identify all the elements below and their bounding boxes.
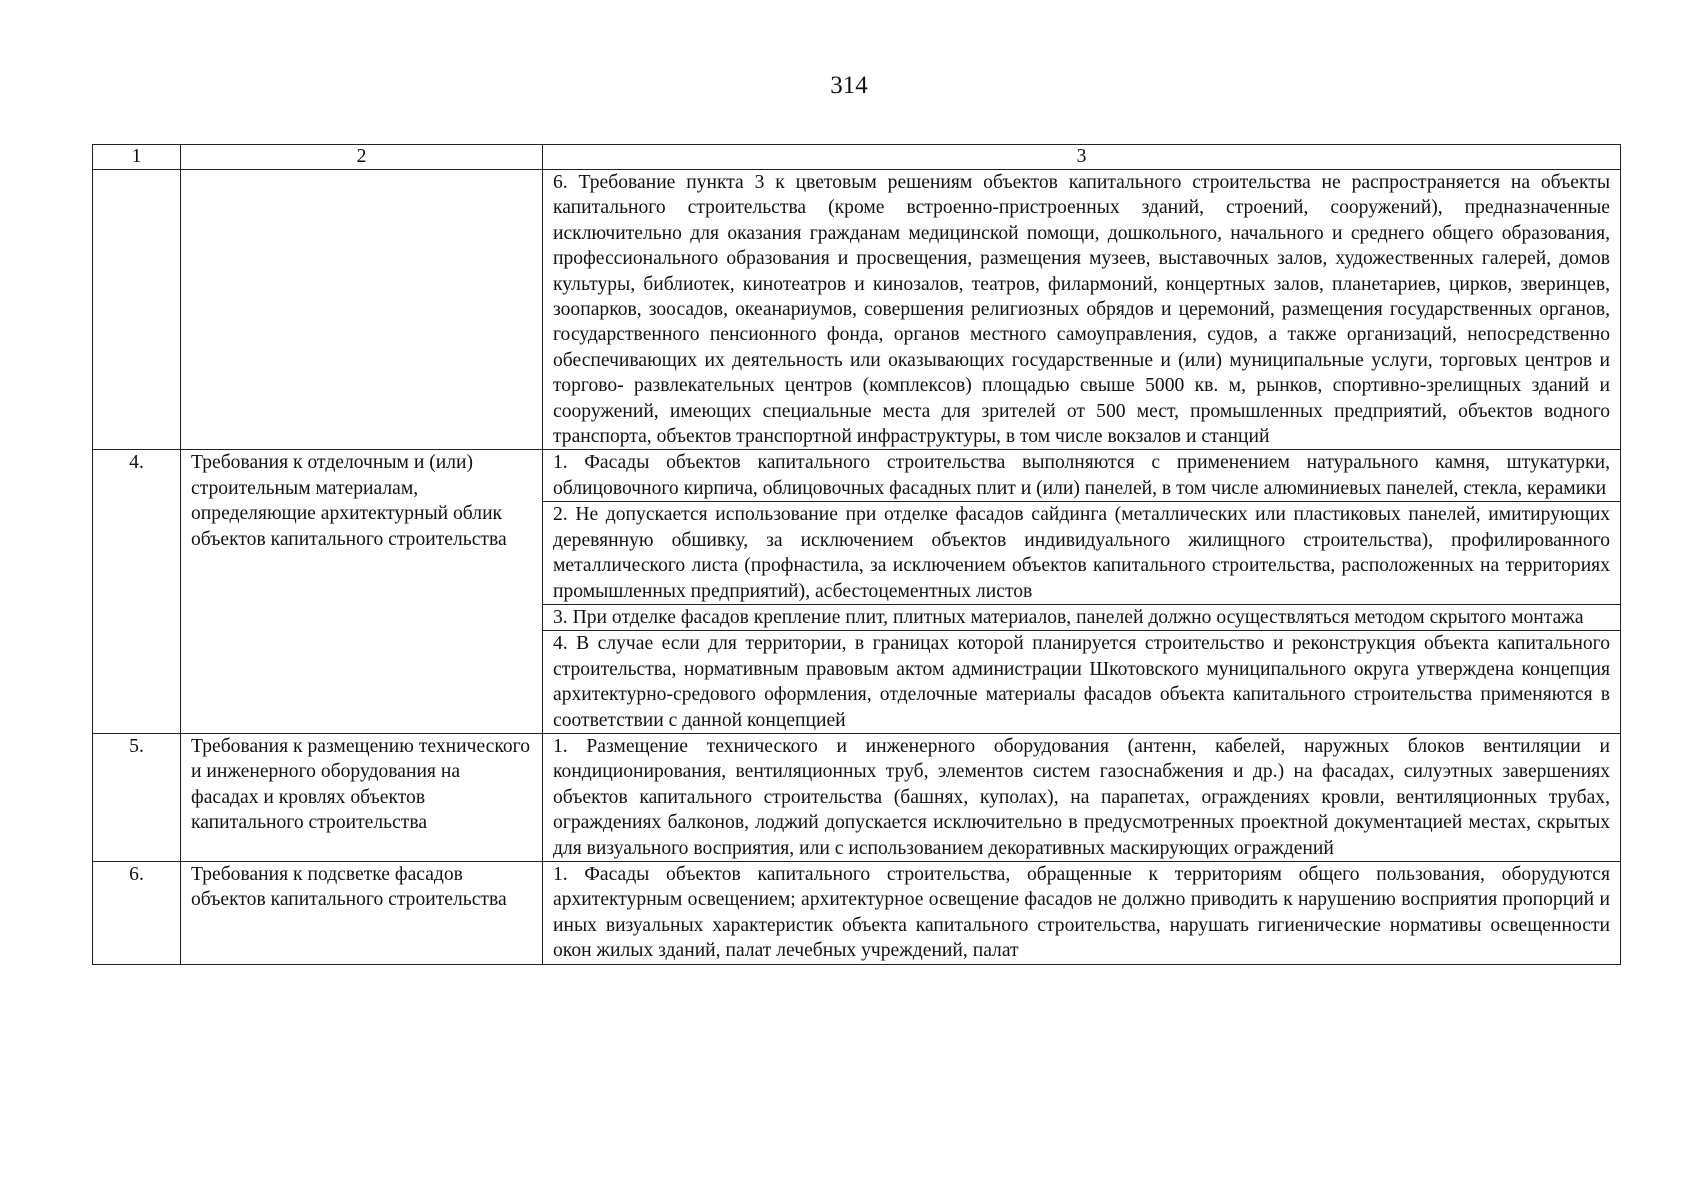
table-row-continuation (93, 170, 1621, 450)
requirement-4-item-4: 4. В случае если для территории, в границах которой планируется строительство и реконструкция объекта капитального строительства, нормативным правовым актом администрации Шкотовского муниципального округа утверждена концепция архитектурно-средового оформления, отделочные материалы фасадов объекта капитального строительства применяются в соответствии с данной концепцией (543, 631, 1621, 734)
column-header-3: 3 (543, 145, 1621, 170)
requirement-5: Требования к размещению технического и инженерного оборудования на фасадах и кровлях объектов капитального строительства (181, 733, 543, 861)
column-header-2: 2 (181, 145, 543, 170)
requirement-6: Требования к подсветке фасадов объектов капитального строительства (181, 861, 543, 964)
requirement-cell (181, 170, 543, 450)
requirement-6-item-1: 1. Фасады объектов капитального строительства, обращенные к территориям общего пользования, оборудуются архитектурным освещением; архитектурное освещение фасадов не должно приводить к нарушению восприятия пропорций и иных визуальных характеристик объекта капитального строительства, нарушать гигиенические нормативы освещенности окон жилых зданий, палат лечебных учреждений, палат (543, 861, 1621, 964)
requirement-5-item-1: 1. Размещение технического и инженерного оборудования (антенн, кабелей, наружных блоков вентиляции и кондиционирования, вентиляционных труб, элементов систем газоснабжения и др.) на фасадах, силуэтных завершениях объектов капитального строительства (башнях, куполах), на парапетах, ограждениях кровли, вентиляционных трубах, ограждениях балконов, лоджий допускается исключительно в предусмотренных проектной документацией местах, скрытых для визуального восприятия, или с использованием декоративных маскирующих ограждений (543, 733, 1621, 861)
row-number-4: 4. (93, 450, 181, 733)
table-header-row (93, 145, 1621, 170)
table-row-5 (93, 733, 1621, 861)
requirement-4: Требования к отделочным и (или) строительным материалам, определяющие архитектурный облик объектов капитального строительства (181, 450, 543, 733)
table-row-6 (93, 861, 1621, 964)
requirement-4-item-2: 2. Не допускается использование при отделке фасадов сайдинга (металлических или пластиковых панелей, имитирующих деревянную обшивку, за исключением объектов индивидуального жилищного строительства), профилированного металлического листа (профнастила, за исключением объектов капитального строительства, расположенных на территориях промышленных предприятий), асбестоцементных листов (543, 502, 1621, 605)
row-number-6: 6. (93, 861, 181, 964)
requirement-4-item-1: 1. Фасады объектов капитального строительства выполняются с применением натурального камня, штукатурки, облицовочного кирпича, облицовочных фасадных плит и (или) панелей, в том числе алюминиевых панелей, стекла, керамики (543, 450, 1621, 502)
requirements-table (92, 144, 1621, 965)
table-row-4 (93, 450, 1621, 502)
continuation-text: 6. Требование пункта 3 к цветовым решениям объектов капитального строительства не распространяется на объекты капитального строительства (кроме встроенно-пристроенных зданий, строений, сооружений), предназначенные исключительно для оказания гражданам медицинской помощи, дошкольного, начального и среднего общего образования, профессионального образования и просвещения, размещения музеев, выставочных залов, художественных галерей, домов культуры, библиотек, кинотеатров и кинозалов, театров, филармоний, концертных залов, планетариев, цирков, зверинцев, зоопарков, зоосадов, океанариумов, совершения религиозных обрядов и церемоний, размещения государственных органов, государственного пенсионного фонда, органов местного самоуправления, судов, а также организаций, непосредственно обеспечивающих их деятельность или оказывающих государственные и (или) муниципальные услуги, торговых центров и торгово- развлекательных центров (комплексов) площадью свыше 5000 кв. м, рынков, спортивно-зрелищных зданий и сооружений, имеющих специальные места для зрителей от 500 мест, промышленных предприятий, объектов водного транспорта, объектов транспортной инфраструктуры, в том числе вокзалов и станций (543, 170, 1621, 450)
column-header-1: 1 (93, 145, 181, 170)
row-number-cell (93, 170, 181, 450)
row-number-5: 5. (93, 733, 181, 861)
requirement-4-item-3: 3. При отделке фасадов крепление плит, плитных материалов, панелей должно осуществляться методом скрытого монтажа (543, 604, 1621, 630)
page-number: 314 (830, 72, 868, 99)
